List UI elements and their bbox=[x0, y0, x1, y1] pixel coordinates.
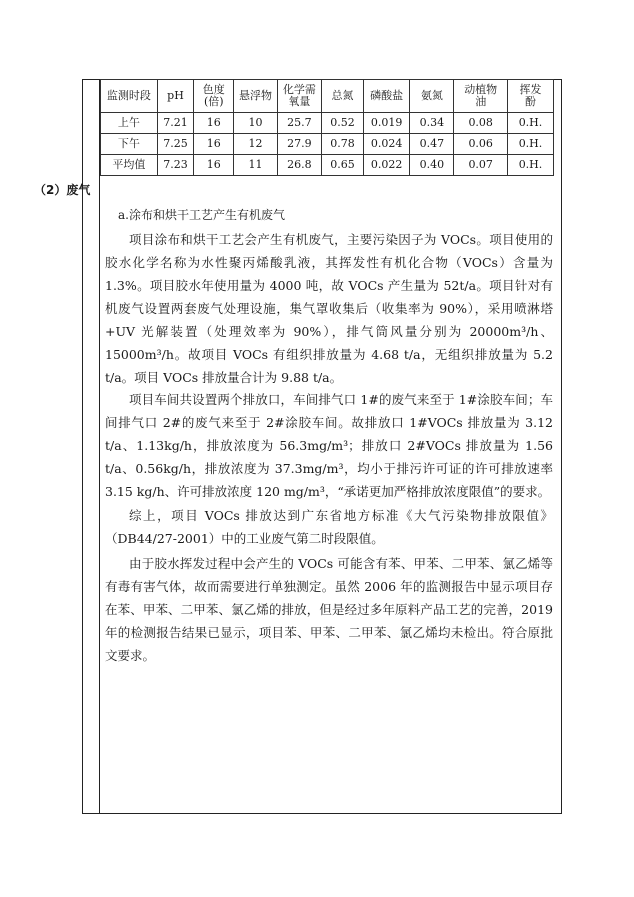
table-cell: 0.47 bbox=[410, 134, 454, 155]
table-cell: 0.024 bbox=[364, 134, 410, 155]
col-header: 氨氮 bbox=[410, 80, 454, 113]
col-header: 色度 (倍) bbox=[194, 80, 234, 113]
paragraph-vocs-generation: 项目涂布和烘干工艺会产生有机废气，主要污染因子为 VOCs。项目使用的胶水化学名称为水性聚丙烯酸乳液，其挥发性有机化合物（VOCs）含量为 1.3%。项目胶水年使用量为 4000 吨，故 VOCs 产生量为 52t/a。项目针对有机废气设置两套废气处理设施，集气罩收集后（收集率为 90%），采用喷淋塔+UV 光解装置（处理效率为 90%），排气筒风量分别为 20000m³/h、15000m³/h。故项目 VOCs 有组织排放量为 4.68 t/a，无组织排放量为 5.2 t/a。项目 VOCs 排放量合计为 9.88 t/a。 bbox=[105, 232, 553, 385]
table-cell: 0.52 bbox=[321, 113, 363, 134]
table-cell: 0.H. bbox=[507, 134, 553, 155]
table-cell: 16 bbox=[194, 113, 234, 134]
table-cell: 0.022 bbox=[364, 155, 410, 176]
left-margin-column-line bbox=[99, 80, 100, 813]
table-cell: 下午 bbox=[101, 134, 158, 155]
table-header-row bbox=[101, 80, 554, 113]
table-cell: 平均值 bbox=[101, 155, 158, 176]
table-cell: 0.H. bbox=[507, 113, 553, 134]
col-header: 挥发 酚 bbox=[507, 80, 553, 113]
table-cell: 16 bbox=[194, 155, 234, 176]
paragraph-toxic-gases: 由于胶水挥发过程中会产生的 VOCs 可能含有苯、甲苯、二甲苯、氯乙烯等有毒有害气体，故而需要进行单独测定。虽然 2006 年的监测报告中显示项目存在苯、甲苯、二甲苯、氯乙烯的排放，但是经过多年原料产品工艺的完善，2019 年的检测报告结果已显示，项目苯、甲苯、二甲苯、氯乙烯均未检出。符合原批文要求。 bbox=[105, 556, 553, 663]
table-cell: 0.40 bbox=[410, 155, 454, 176]
table-cell: 26.8 bbox=[277, 155, 321, 176]
table-cell: 25.7 bbox=[277, 113, 321, 134]
table-row bbox=[101, 113, 554, 134]
table-cell: 27.9 bbox=[277, 134, 321, 155]
table-cell: 16 bbox=[194, 134, 234, 155]
table-cell: 10 bbox=[234, 113, 278, 134]
table-cell: 0.78 bbox=[321, 134, 363, 155]
table-cell: 0.019 bbox=[364, 113, 410, 134]
paragraph-discharge-outlets: 项目车间共设置两个排放口，车间排气口 1#的废气来至于 1#涂胶车间；车间排气口 2#的废气来至于 2#涂胶车间。故排放口 1#VOCs 排放量为 3.12 t/a、1.13kg/h，排放浓度为 56.3mg/m³；排放口 2#VOCs 排放量为 1.56 t/a、0.56kg/h，排放浓度为 37.3mg/m³，均小于排污许可证的许可排放速率 3.15 kg/h、许可排放浓度 120 mg/m³，“承诺更加严格排放浓度限值”的要求。 bbox=[105, 392, 553, 499]
table-row bbox=[101, 155, 554, 176]
table-cell: 12 bbox=[234, 134, 278, 155]
subsection-title-organic-gas: a.涂布和烘干工艺产生有机废气 bbox=[118, 208, 285, 222]
paragraph-conclusion-standard: 综上，项目 VOCs 排放达到广东省地方标准《大气污染物排放限值》（DB44/27-2001）中的工业废气第二时段限值。 bbox=[105, 508, 553, 546]
col-header: 磷酸盐 bbox=[364, 80, 410, 113]
col-header: pH bbox=[157, 80, 193, 113]
table-cell: 0.H. bbox=[507, 155, 553, 176]
wastewater-monitoring-table bbox=[100, 79, 554, 176]
table-cell: 7.25 bbox=[157, 134, 193, 155]
table-cell: 11 bbox=[234, 155, 278, 176]
table-cell: 上午 bbox=[101, 113, 158, 134]
col-header: 动植物 油 bbox=[454, 80, 508, 113]
col-header: 总氮 bbox=[321, 80, 363, 113]
table-cell: 0.65 bbox=[321, 155, 363, 176]
section-title-waste-gas: （2）废气 bbox=[34, 183, 91, 197]
col-header: 监测时段 bbox=[101, 80, 158, 113]
col-header: 化学需 氧量 bbox=[277, 80, 321, 113]
table-row bbox=[101, 134, 554, 155]
table-cell: 0.06 bbox=[454, 134, 508, 155]
table-cell: 0.07 bbox=[454, 155, 508, 176]
table-cell: 7.23 bbox=[157, 155, 193, 176]
table-cell: 0.08 bbox=[454, 113, 508, 134]
col-header: 悬浮物 bbox=[234, 80, 278, 113]
table-cell: 0.34 bbox=[410, 113, 454, 134]
table-cell: 7.21 bbox=[157, 113, 193, 134]
